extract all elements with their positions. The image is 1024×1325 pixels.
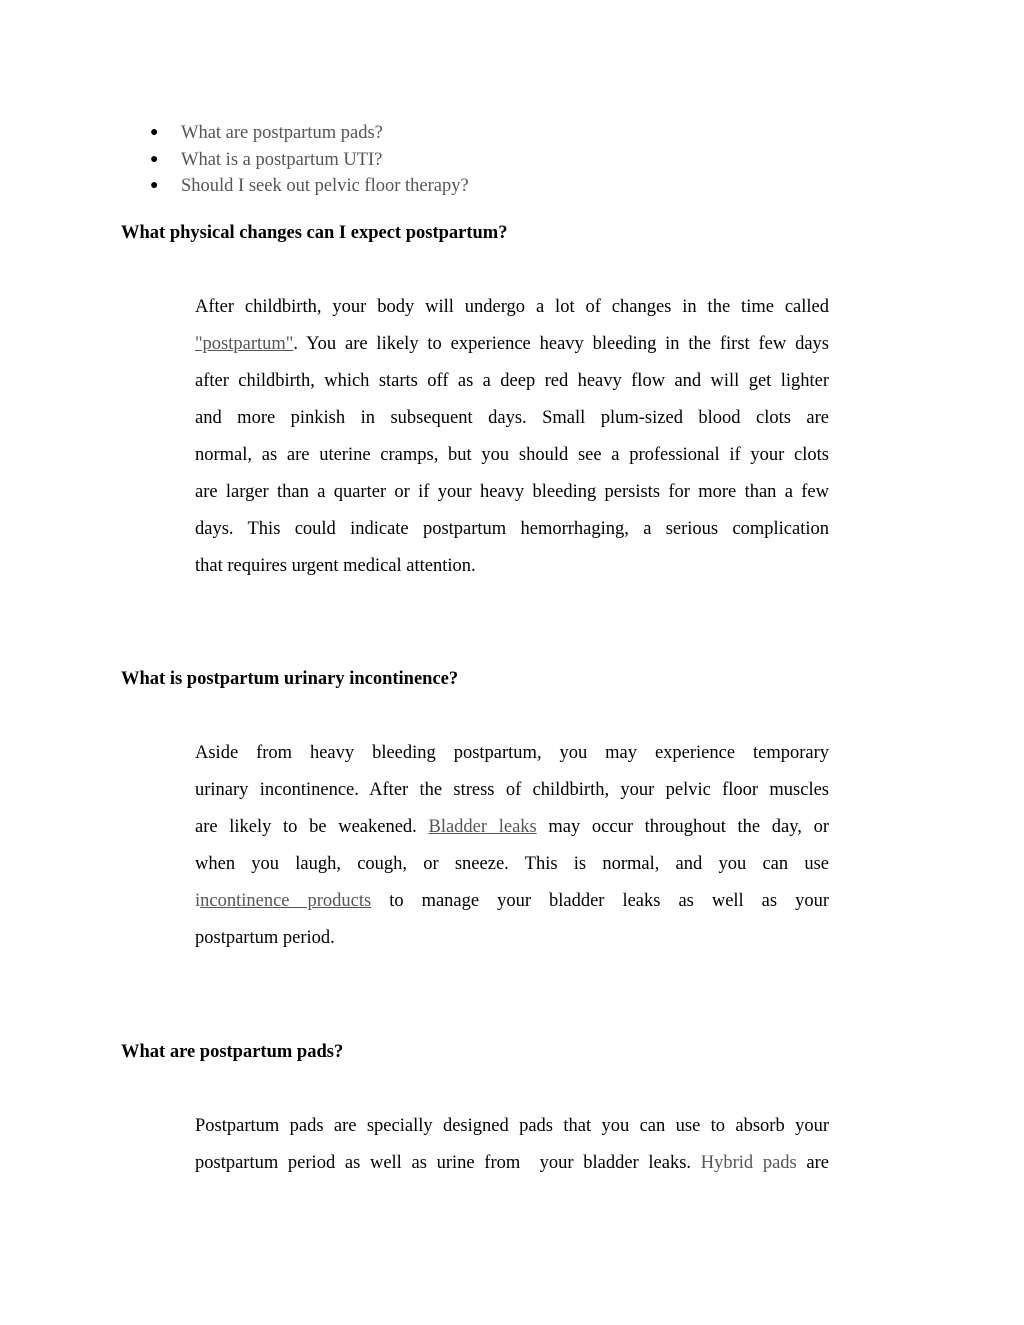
toc-link-postpartum-uti[interactable]: What is a postpartum UTI? [181, 149, 383, 170]
toc-item [150, 120, 469, 147]
link-bladder-leaks[interactable]: Bladder leaks [428, 817, 537, 837]
toc-link-postpartum-pads[interactable]: What are postpartum pads? [181, 123, 383, 143]
paragraph-text: . You are likely to experience heavy bleeding in the first few days [293, 334, 829, 354]
link-postpartum[interactable]: "postpartum" [195, 334, 294, 354]
toc-link-pelvic-floor-therapy[interactable]: Should I seek out pelvic floor therapy? [181, 176, 469, 196]
paragraph-line: After childbirth, your body will undergo a lot of changes in the time called [195, 297, 829, 317]
paragraph-line: are larger than a quarter or if your heavy bleeding persists for more than a few [195, 482, 829, 502]
paragraph-line: normal, as are uterine cramps, but you should see a professional if your clots [195, 445, 829, 465]
heading-physical-changes: What physical changes can I expect postpartum? [121, 223, 508, 243]
paragraph-line [195, 326, 829, 363]
paragraph-text: postpartum period as well as urine from your bladder leaks. [195, 1153, 701, 1173]
paragraph-line [195, 809, 829, 846]
paragraph-line [195, 883, 829, 920]
paragraph-physical-changes [195, 289, 829, 585]
paragraph-line: when you laugh, cough, or sneeze. This is normal, and you can use [195, 854, 829, 874]
bullet-icon: ● [150, 178, 159, 193]
bullet-icon: ● [150, 151, 159, 167]
link-incontinence-products[interactable]: ncontinence products [200, 891, 372, 911]
bullet-icon: ● [150, 125, 159, 140]
paragraph-line: Postpartum pads are specially designed pads that you can use to absorb your [195, 1116, 829, 1136]
table-of-contents [150, 120, 469, 200]
paragraph-line: postpartum period. [195, 928, 335, 948]
paragraph-line [195, 1145, 829, 1182]
paragraph-urinary-incontinence [195, 735, 829, 957]
paragraph-line: days. This could indicate postpartum hemorrhaging, a serious complication [195, 519, 829, 539]
heading-urinary-incontinence: What is postpartum urinary incontinence? [121, 669, 459, 689]
heading-postpartum-pads: What are postpartum pads? [121, 1042, 344, 1062]
paragraph-text: may occur throughout the day, or [536, 817, 829, 837]
paragraph-line: Aside from heavy bleeding postpartum, you may experience temporary [195, 743, 829, 763]
toc-item [150, 173, 469, 200]
paragraph-line: urinary incontinence. After the stress of childbirth, your pelvic floor muscles [195, 780, 829, 800]
toc-item [150, 147, 469, 174]
paragraph-text: are likely to be weakened. [195, 817, 429, 837]
paragraph-line: that requires urgent medical attention. [195, 556, 476, 576]
paragraph-line: after childbirth, which starts off as a deep red heavy flow and will get lighter [195, 371, 829, 391]
paragraph-text: are [796, 1153, 830, 1173]
link-hybrid-pads[interactable]: Hybrid pads [700, 1153, 797, 1173]
paragraph-text: to manage your bladder leaks as well as your [371, 891, 829, 911]
paragraph-postpartum-pads [195, 1108, 829, 1182]
paragraph-text: i [195, 891, 201, 911]
paragraph-line: and more pinkish in subsequent days. Small plum-sized blood clots are [195, 408, 829, 428]
